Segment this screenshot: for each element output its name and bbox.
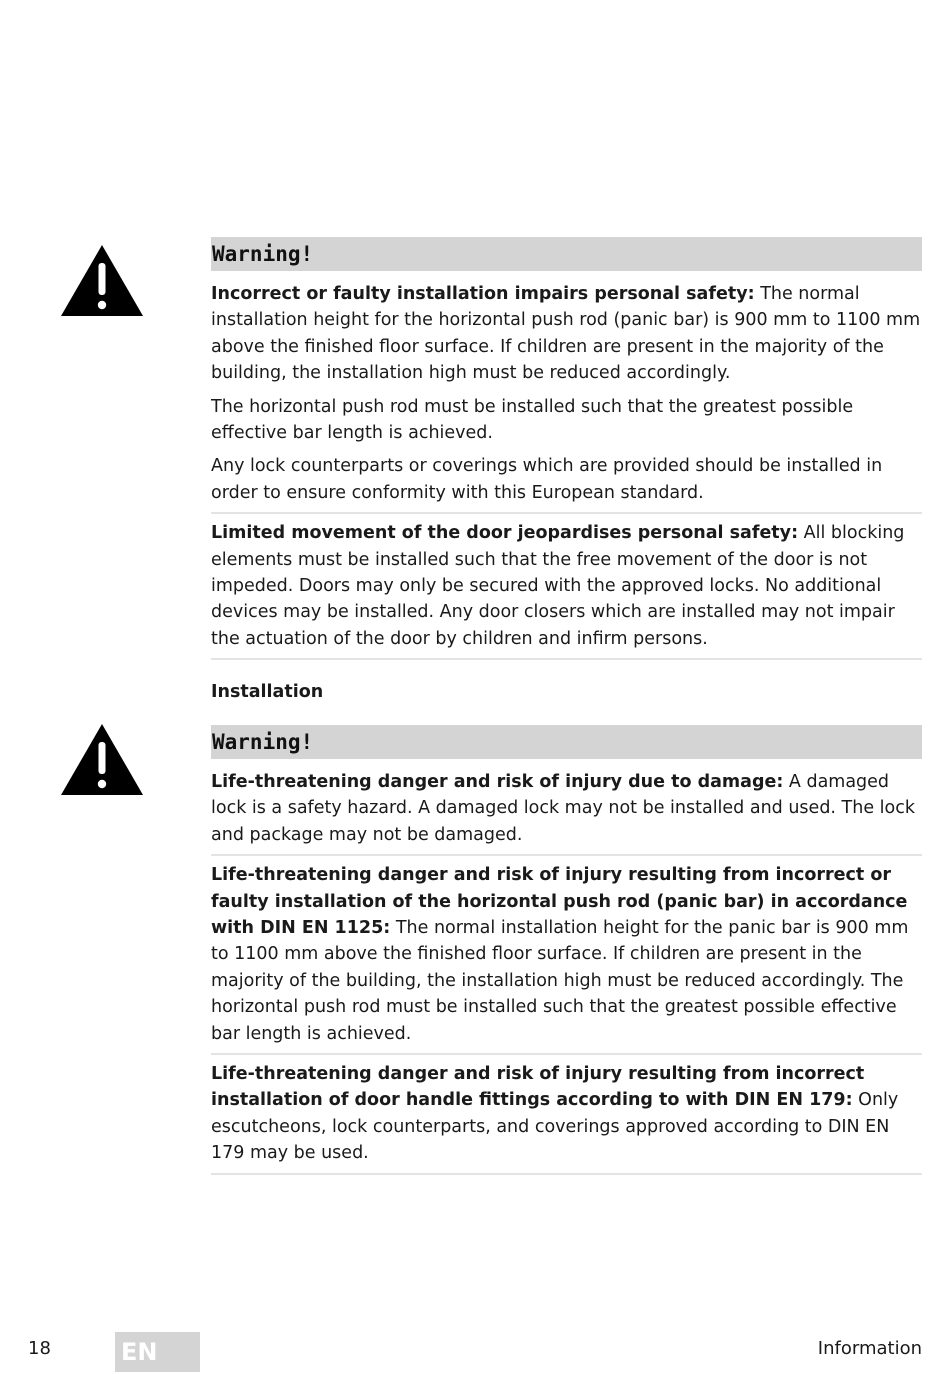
warning-text: All blocking elements must be installed such that the free movement of the door is not impeded. Doors may only be secured with the approved locks. No additional devices may be installed. Any door closers which are installed may not impair the actuation of the door by children and infirm persons. [211, 523, 905, 649]
warning-paragraph [211, 281, 922, 387]
warning-block-2 [211, 725, 922, 1175]
warning-title: Warning! [211, 725, 922, 759]
warning-title: Warning! [211, 237, 922, 271]
language-badge: EN [115, 1332, 200, 1372]
warning-triangle-icon [60, 722, 144, 796]
warning-paragraph [211, 769, 922, 848]
warning-paragraph [211, 862, 922, 1047]
section-label: Information [817, 1338, 922, 1359]
warning-lead: Life-threatening danger and risk of injury resulting from incorrect installation of door handle fittings according to with DIN EN 179: [211, 1064, 865, 1111]
warning-lead: Life-threatening danger and risk of injury resulting from incorrect or faulty installation of the horizontal push rod (panic bar) in accordance with DIN EN 1125: [211, 865, 908, 939]
warning-paragraph [211, 1061, 922, 1167]
separator [211, 658, 922, 660]
warning-text: The normal installation height for the horizontal push rod (panic bar) is 900 mm to 1100 mm above the finished floor surface. If children are present in the majority of the building, the installation high must be reduced accordingly. [211, 284, 921, 384]
warning-triangle-icon [60, 243, 144, 317]
warning-lead: Incorrect or faulty installation impairs personal safety: [211, 284, 755, 304]
warning-paragraph [211, 520, 922, 652]
warning-text: A damaged lock is a safety hazard. A damaged lock may not be installed and used. The lock and package may not be damaged. [211, 772, 915, 845]
warning-lead: Limited movement of the door jeopardises personal safety: [211, 523, 799, 544]
warning-text: Only escutcheons, lock counterparts, and coverings approved according to DIN EN 179 may be used. [211, 1090, 899, 1164]
section-heading: Installation [211, 682, 324, 702]
warning-block-1 [211, 237, 922, 660]
warning-lead: Life-threatening danger and risk of injury due to damage: [211, 772, 784, 792]
warning-paragraph: Any lock counterparts or coverings which are provided should be installed in order to ensure conformity with this European standard. [211, 456, 883, 503]
page-number: 18 [28, 1338, 51, 1359]
separator [211, 1173, 922, 1175]
warning-text: The normal installation height for the panic bar is 900 mm to 1100 mm above the finished floor surface. If children are present in the majority of the building, the installation high must be reduced accordingly. The horizontal push rod must be installed such that the greatest possible effective bar length is achieved. [211, 918, 909, 1044]
warning-paragraph: The horizontal push rod must be installed such that the greatest possible effective bar length is achieved. [211, 396, 854, 444]
